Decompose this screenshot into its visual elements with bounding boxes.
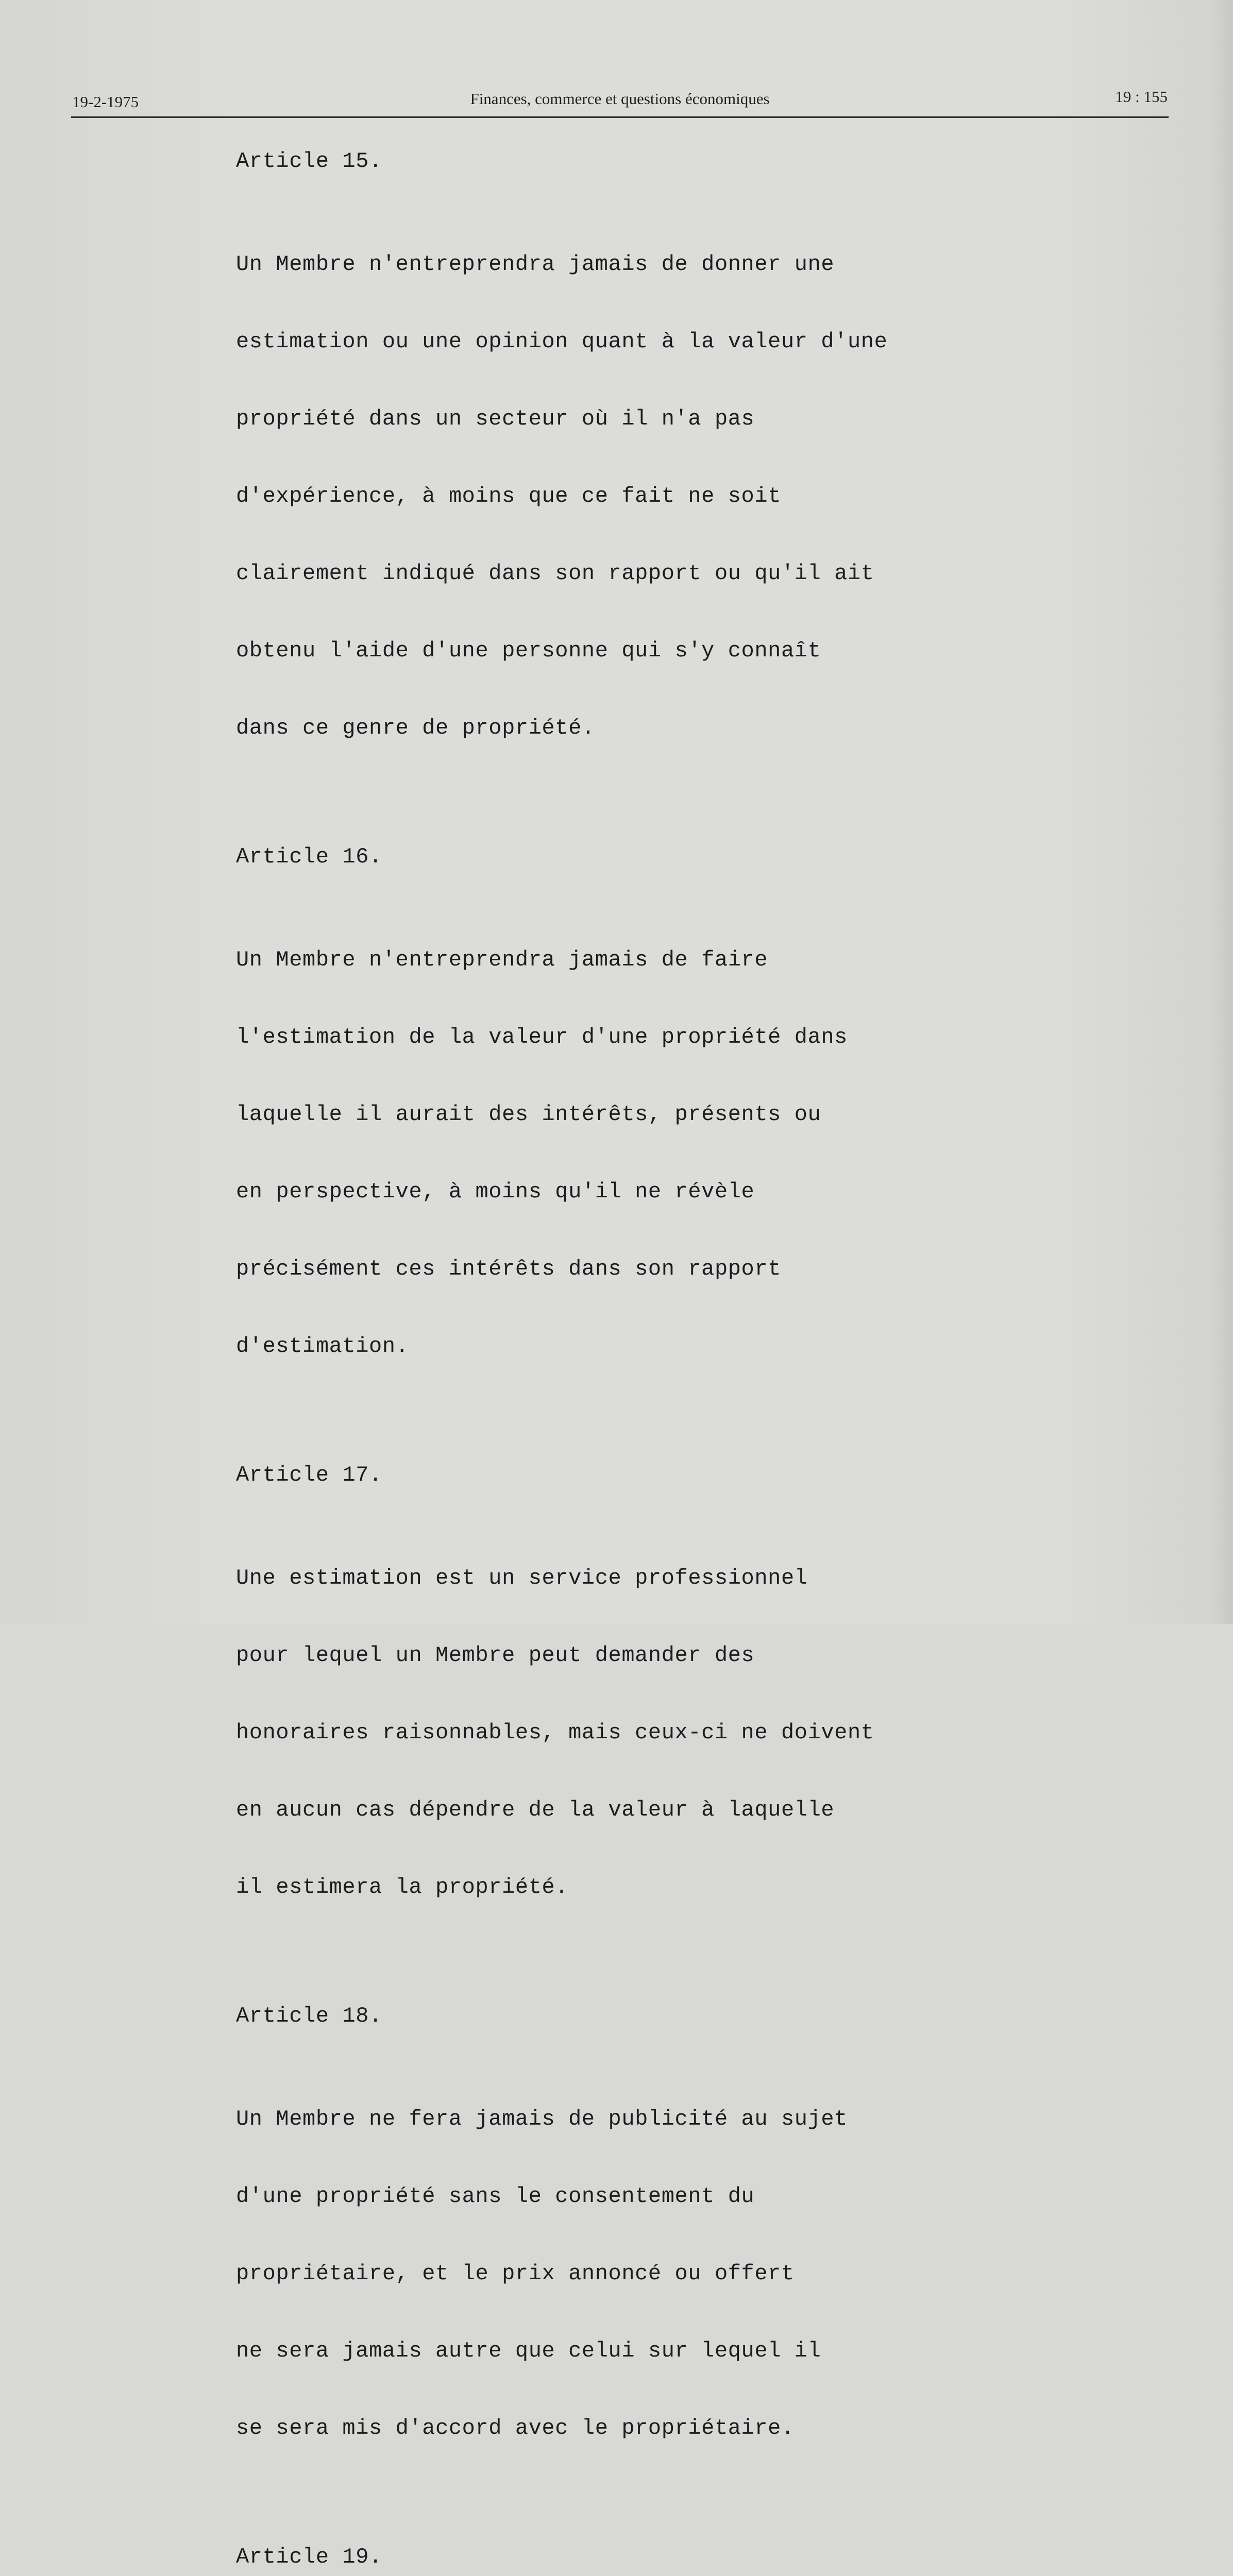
paragraph-line: d'une propriété sans le consentement du [236,2184,755,2209]
article-17 [236,1462,1040,2003]
article-15 [236,148,1040,844]
paragraph-line: ne sera jamais autre que celui sur lequel il [236,2338,821,2363]
article-18 [236,2003,1040,2544]
article-paragraph [236,2055,1040,2493]
article-paragraph [236,200,1040,792]
paragraph-line: se sera mis d'accord avec le propriétaire. [236,2416,795,2441]
header-title: Finances, commerce et questions économiques [470,90,770,108]
article-heading: Article 19. [236,2545,382,2569]
paragraph-line: propriété dans un secteur où il n'a pas [236,406,755,431]
paragraph-line: précisément ces intérêts dans son rapport [236,1257,781,1281]
document-body [236,148,1040,2576]
page-header [71,88,1169,118]
paragraph-line: il estimera la propriété. [236,1875,569,1900]
page-edge-shadow [1212,0,1233,1624]
article-19 [236,2544,1040,2576]
article-heading: Article 17. [236,1463,382,1487]
paragraph-line: dans ce genre de propriété. [236,716,595,740]
paragraph-line: pour lequel un Membre peut demander des [236,1643,755,1668]
article-heading: Article 16. [236,844,382,869]
header-page-number: 19 : 155 [1115,88,1168,106]
paragraph-line: laquelle il aurait des intérêts, présents ou [236,1102,821,1127]
article-paragraph [236,1514,1040,1952]
paragraph-line: Un Membre ne fera jamais de publicité au sujet [236,2107,848,2131]
paragraph-line: estimation ou une opinion quant à la valeur d'une [236,329,888,354]
paragraph-line: honoraires raisonnables, mais ceux-ci ne doivent [236,1720,874,1745]
article-paragraph [236,895,1040,1411]
paragraph-line: d'expérience, à moins que ce fait ne soit [236,484,781,509]
paragraph-line: propriétaire, et le prix annoncé ou offert [236,2261,795,2286]
paragraph-line: d'estimation. [236,1334,409,1359]
header-date: 19-2-1975 [72,93,139,111]
paragraph-line: en perspective, à moins qu'il ne révèle [236,1179,755,1204]
paragraph-line: l'estimation de la valeur d'une propriété dans [236,1025,848,1049]
article-heading: Article 18. [236,2004,382,2028]
article-16 [236,844,1040,1462]
paragraph-line: clairement indiqué dans son rapport ou qu'il ait [236,561,874,586]
paragraph-line: Un Membre n'entreprendra jamais de donner une [236,252,835,277]
paragraph-line: Une estimation est un service professionnel [236,1566,808,1590]
paragraph-line: obtenu l'aide d'une personne qui s'y connaît [236,638,821,663]
paragraph-line: Un Membre n'entreprendra jamais de faire [236,947,768,972]
article-heading: Article 15. [236,149,382,174]
paragraph-line: en aucun cas dépendre de la valeur à laquelle [236,1798,835,1822]
